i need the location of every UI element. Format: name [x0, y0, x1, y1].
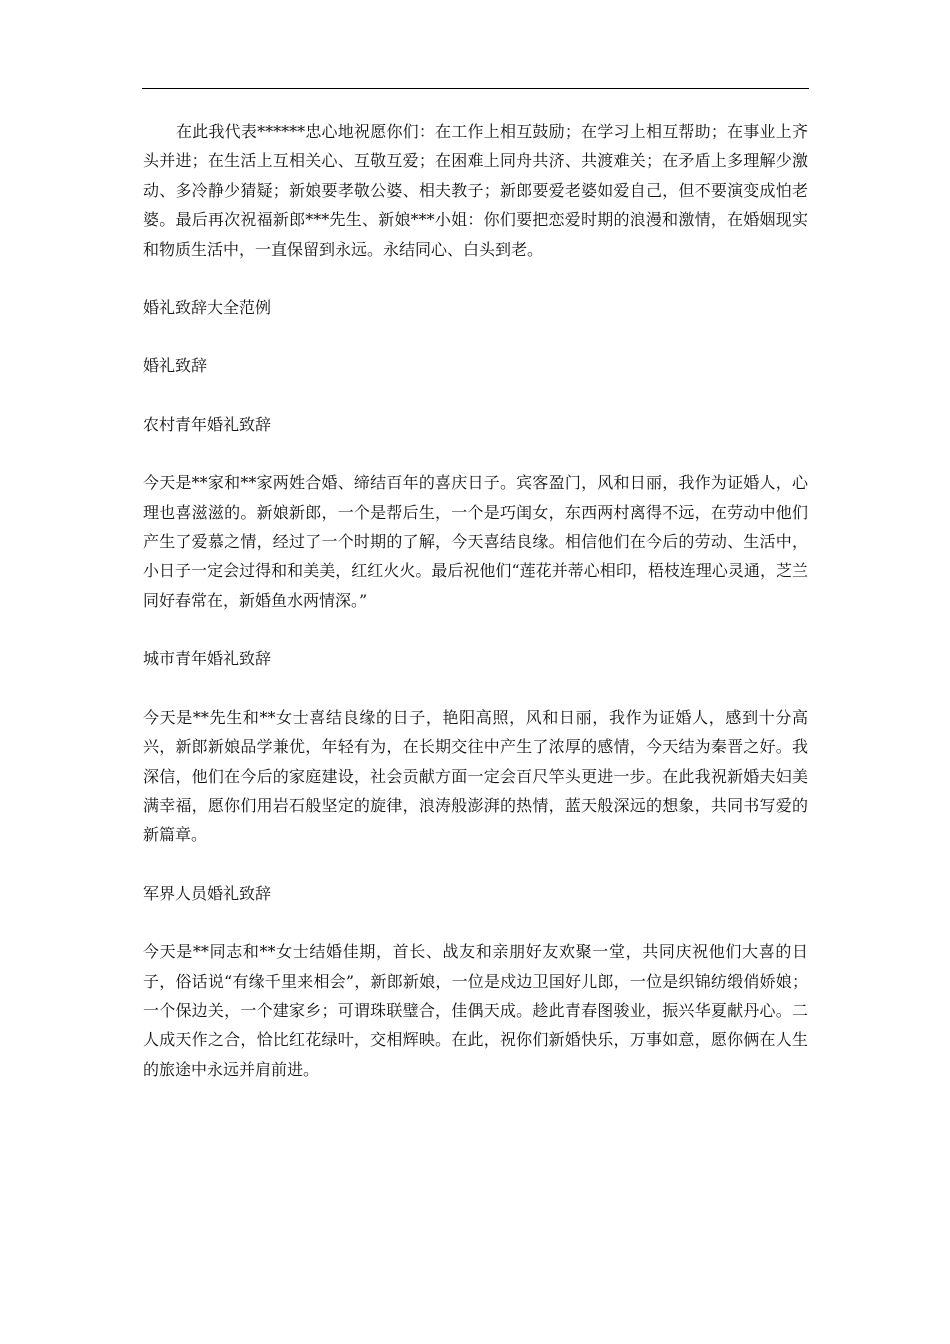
heading-rural-youth-speech: 农村青年婚礼致辞	[143, 414, 272, 434]
heading-urban-youth-speech: 城市青年婚礼致辞	[143, 649, 272, 669]
header-rule	[142, 88, 809, 89]
heading-wedding-speech-examples: 婚礼致辞大全范例	[143, 298, 272, 318]
paragraph-military-speech: 今天是**同志和**女士结婚佳期，首长、战友和亲朋好友欢聚一堂，共同庆祝他们大喜的日子，俗话说“有缘千里来相会”，新郎新娘，一位是戍边卫国好儿郎，一位是织锦纺缎俏娇娘；一个保边关，一个建家乡；可谓珠联璧合，佳偶天成。趁此青春图骏业，振兴华夏献丹心。二人成天作之合，恰比红花绿叶，交相辉映。在此，祝你们新婚快乐，万事如意，愿你俩在人生的旅途中永远并肩前进。	[143, 942, 808, 1079]
paragraph-closing-blessing: 在此我代表******忠心地祝愿你们：在工作上相互鼓励；在学习上相互帮助；在事业上齐头并进；在生活上互相关心、互敬互爱；在困难上同舟共济、共渡难关；在矛盾上多理解少激动、多冷静少猜疑；新娘要孝敬公婆、相夫教子；新郎要爱老婆如爱自己，但不要演变成怕老婆。最后再次祝福新郎***先生、新娘***小姐：你们要把恋爱时期的浪漫和激情，在婚姻现实和物质生活中，一直保留到永远。永结同心、白头到老。	[143, 122, 808, 259]
paragraph-rural-youth-speech: 今天是**家和**家两姓合婚、缔结百年的喜庆日子。宾客盈门，风和日丽，我作为证婚人，心理也喜滋滋的。新娘新郎，一个是帮后生，一个是巧闺女，东西两村离得不远，在劳动中他们产生了爱慕之情，经过了一个时期的了解，今天喜结良缘。相信他们在今后的劳动、生活中，小日子一定会过得和和美美，红红火火。最后祝他们“莲花并蒂心相印，梧枝连理心灵通，芝兰同好春常在，新婚鱼水两情深。”	[143, 473, 808, 610]
document-body	[143, 117, 808, 1113]
paragraph-urban-youth-speech: 今天是**先生和**女士喜结良缘的日子，艳阳高照，风和日丽，我作为证婚人，感到十分高兴，新郎新娘品学兼优，年轻有为，在长期交往中产生了浓厚的感情，今天结为秦晋之好。我深信，他们在今后的家庭建设，社会贡献方面一定会百尺竿头更进一步。在此我祝新婚夫妇美满幸福，愿你们用岩石般坚定的旋律，浪涛般澎湃的热情，蓝天般深远的想象，共同书写爱的新篇章。	[143, 707, 808, 845]
heading-military-speech: 军界人员婚礼致辞	[143, 883, 272, 903]
heading-wedding-speech: 婚礼致辞	[143, 356, 208, 376]
